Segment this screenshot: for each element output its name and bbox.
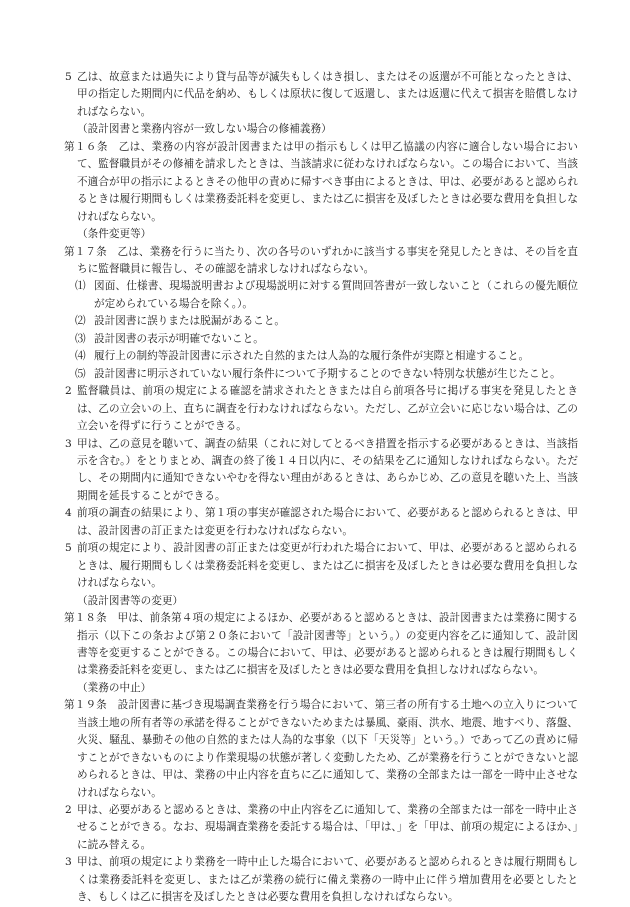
- article-heading: （条件変更等）: [77, 228, 152, 241]
- paragraph-item: [0, 505, 630, 540]
- paragraph-item: [0, 383, 630, 435]
- subitem-number: ⑸: [75, 367, 86, 380]
- paragraph-text: 監督職員は、前項の規定による確認を請求されたときまたは自ら前項各号に掲げる事実を発見したときは、乙の立会いの上、直ちに調査を行わなければならない。ただし、乙が立会いに応じない場合は、乙の立会いを得ずに行うことができる。: [77, 385, 578, 433]
- subitem: [0, 278, 630, 313]
- item-number: 5: [65, 542, 72, 555]
- item-number: 5: [65, 71, 72, 83]
- article-paragraph: 第１７条 乙は、業務を行うに当たり、次の各号のいずれかに該当する事実を発見したときは、その旨を直ちに監督職員に報告し、その確認を請求しなければならない。: [64, 245, 578, 275]
- paragraph-item: [0, 802, 630, 854]
- paragraph-text: 前項の規定により、設計図書の訂正または変更が行われた場合において、甲は、必要があると認められるときは、履行期間もしくは業務委託料を変更し、または乙に損害を及ぼしたときは必要な費用を負担しなければならない。: [77, 542, 578, 590]
- article-heading: （設計図書と業務内容が一致しない場合の修補義務）: [77, 123, 332, 136]
- subitem-text: 図面、仕様書、現場説明書および現場説明に対する質問回答書が一致しないこと（これらの優先順位が定められている場合を除く。）。: [94, 280, 578, 310]
- item-number: 2: [65, 804, 72, 817]
- paragraph-text: 乙は、故意または過失により貸与品等が滅失もしくはき損し、またはその返還が不可能となったときは、甲の指定した期間内に代品を納め、もしくは原状に復して返還し、または返還に代えて損害を賠償しなければならない。: [77, 71, 578, 118]
- article-paragraph: 第１６条 乙は、業務の内容が設計図書または甲の指示もしくは甲乙協議の内容に適合しない場合において、監督職員がその修補を請求したときは、当該請求に従わなければならない。この場合において、当該不適合が甲の指示によるときその他甲の責めに帰すべき事由によるときは、甲は、必要があると認められるときは履行期間もしくは業務委託料を変更し、または乙に損害を及ぼしたときは必要な費用を負担しなければならない。: [64, 140, 578, 223]
- paragraph-item: [0, 69, 630, 121]
- subitem-text: 設計図書に誤りまたは脱漏があること。: [94, 315, 286, 328]
- article-heading: （設計図書等の変更）: [77, 594, 184, 607]
- subitem-number: ⑷: [75, 350, 86, 363]
- paragraph-item: [0, 436, 630, 506]
- subitem-text: 設計図書に明示されていない履行条件について予期することのできない特別な状態が生じたこと。: [94, 367, 561, 380]
- subitem-text: 設計図書の表示が明確でないこと。: [94, 332, 264, 345]
- paragraph-text: 甲は、必要があると認めるときは、業務の中止内容を乙に通知して、業務の全部または一部を一時中止させることができる。なお、現場調査業務を委託する場合は、「甲は、」を「甲は、前項の規定によるほか、」に読み替える。: [77, 804, 578, 851]
- article-paragraph: 第１９条 設計図書に基づき現場調査業務を行う場合において、第三者の所有する土地への立入りについて当該土地の所有者等の承諾を得ることができないためまたは暴風、豪雨、洪水、地震、地すべり、落盤、火災、騒乱、暴動その他の自然的または人為的な事象（以下「天災等」という。）であって乙の責めに帰すことができないものにより作業現場の状態が著しく変動したため、乙が業務を行うことができないと認められるときは、甲は、業務の中止内容を直ちに乙に通知して、業務の全部または一部を一時中止させなければならない。: [64, 699, 578, 799]
- document-body: [0, 69, 630, 907]
- subitem-text: 履行上の制約等設計図書に示された自然的または人為的な履行条件が実際と相違すること。: [94, 350, 530, 363]
- paragraph-item: [0, 540, 630, 592]
- item-number: 4: [65, 507, 72, 520]
- subitem-number: ⑴: [75, 280, 86, 293]
- subitem-number: ⑶: [75, 332, 86, 345]
- paragraph-item: [0, 854, 630, 906]
- item-number: 3: [65, 856, 72, 869]
- subitem: [0, 348, 630, 365]
- subitem: [0, 331, 630, 348]
- item-number: 3: [65, 437, 72, 450]
- subitem-number: ⑵: [75, 315, 86, 328]
- paragraph-text: 前項の調査の結果により、第１項の事実が確認された場合において、必要があると認められるときは、甲は、設計図書の訂正または変更を行わなければならない。: [77, 507, 578, 537]
- paragraph-text: 甲は、乙の意見を聴いて、調査の結果（これに対してとるべき措置を指示する必要があるときは、当該指示を含む。）をとりまとめ、調査の終了後１４日以内に、その結果を乙に通知しなければならない。ただし、その期間内に通知できないやむを得ない理由があるときは、あらかじめ、乙の意見を聴いた上、当該期間を延長することができる。: [77, 437, 578, 502]
- subitem: [0, 313, 630, 330]
- subitem: [0, 366, 630, 383]
- paragraph-text: 甲は、前項の規定により業務を一時中止した場合において、必要があると認められるときは履行期間もしくは業務委託料を変更し、または乙が業務の続行に備え業務の一時中止に伴う増加費用を必要としたとき、もしくは乙に損害を及ぼしたときは必要な費用を負担しなければならない。: [77, 856, 578, 904]
- article-heading: （業務の中止）: [77, 681, 152, 694]
- item-number: 2: [65, 385, 72, 398]
- article-paragraph: 第１８条 甲は、前条第４項の規定によるほか、必要があると認めるときは、設計図書または業務に関する指示（以下この条および第２０条において「設計図書等」という。）の変更内容を乙に通知して、設計図書等を変更することができる。この場合において、甲は、必要があると認められるときは履行期間もしくは業務委託料を変更し、または乙に損害を及ぼしたときは必要な費用を負担しなければならない。: [64, 612, 578, 677]
